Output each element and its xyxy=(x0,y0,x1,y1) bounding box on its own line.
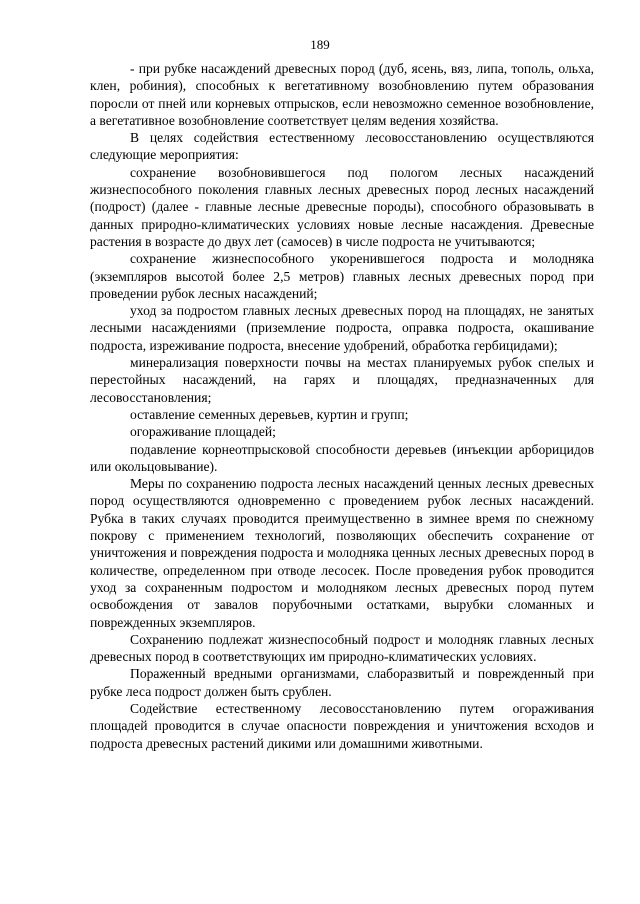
paragraph-subject-to-preservation: Сохранению подлежат жизнеспособный подрост и молодняк главных лесных древесных пород в соответствующих им природно-климатических условиях. xyxy=(90,631,594,665)
paragraph-root-sucker-suppression: подавление корнеотпрысковой способности деревьев (инъекции арборицидов или окольцовывание). xyxy=(90,441,594,474)
paragraph-undergrowth-care: уход за подростом главных лесных древесных пород на площадях, не занятых лесными насаждениями (приземление подроста, оправка подроста, окашивание подроста, изреживание подроста, внесение удобрений, обработка гербицидами); xyxy=(90,303,594,353)
paragraph-fencing-assistance: Содействие естественному лесовосстановлению путем огораживания площадей проводится в случае опасности повреждения и уничтожения всходов и подроста древесных растений дикими или домашними животными. xyxy=(90,700,594,751)
document-body xyxy=(90,60,594,752)
paragraph-undergrowth-preservation: сохранение возобновившегося под пологом лесных насаждений жизнеспособного поколения главных лесных древесных пород лесных насаждений (подрост) (далее - главные лесные древесные породы), способного образовывать в данных природно-климатических условиях новые лесные насаждения. Древесные растения в возрасте до двух лет (самосев) в числе подроста не учитываются; xyxy=(90,164,594,249)
paragraph-fencing: огораживание площадей; xyxy=(130,424,276,440)
paragraph-measures-intro: В целях содействия естественному лесовосстановлению осуществляются следующие мероприятия: xyxy=(90,130,594,163)
paragraph-vegetative-renewal: - при рубке насаждений древесных пород (дуб, ясень, вяз, липа, тополь, ольха, клен, робиния), способных к вегетативному возобновлению путем образования поросли от пней или корневых отпрысков, если невозможно семенное возобновление, а вегетативное возобновление соответствует целям ведения хозяйства. xyxy=(90,61,594,128)
paragraph-preservation-measures: Меры по сохранению подроста лесных насаждений ценных лесных древесных пород осуществляются одновременно с проведением рубок лесных насаждений. Рубка в таких случаях проводится преимущественно в зимнее время по снежному покрову с применением технологий, позволяющих обеспечить сохранение от уничтожения и повреждения подроста и молодняка ценных лесных древесных пород в количестве, определенном при отводе лесосек. После проведения рубок проводится уход за сохраненным подростом и молодняком лесных древесных пород путем освобождения от завалов порубочными остатками, вырубки сломанных и поврежденных экземпляров. xyxy=(90,476,594,630)
paragraph-seed-trees: оставление семенных деревьев, куртин и групп; xyxy=(130,406,409,422)
page-number: 189 xyxy=(310,37,330,52)
paragraph-damaged-undergrowth: Пораженный вредными организмами, слаборазвитый и поврежденный при рубке леса подрост должен быть срублен. xyxy=(90,666,594,699)
paragraph-soil-mineralization: минерализация поверхности почвы на местах планируемых рубок спелых и перестойных насаждений, на гарях и площадях, предназначенных для лесовосстановления; xyxy=(90,355,594,405)
paragraph-young-growth-preservation: сохранение жизнеспособного укоренившегося подроста и молодняка (экземпляров высотой более 2,5 метров) главных лесных древесных пород при проведении рубок лесных насаждений; xyxy=(90,251,594,301)
